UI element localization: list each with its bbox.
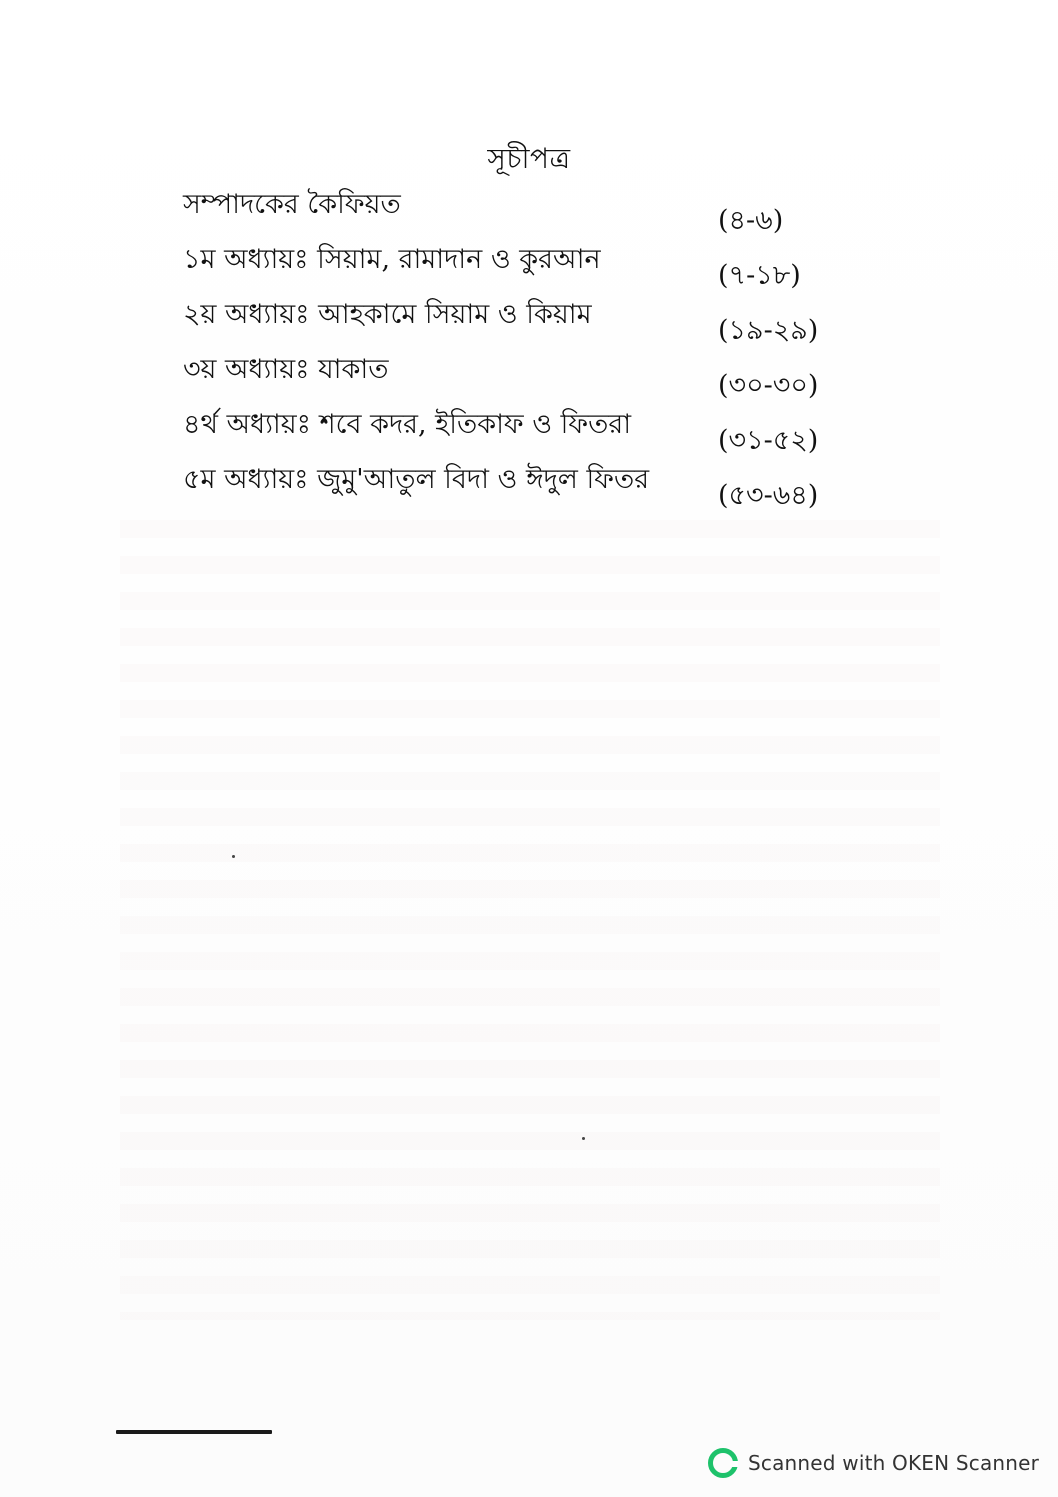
toc-entry-label: ১ম অধ্যায়ঃ সিয়াম, রামাদান ও কুরআন <box>183 244 601 275</box>
toc-entry-label: ৫ম অধ্যায়ঃ জুমু'আতুল বিদা ও ঈদুল ফিতর <box>183 464 650 495</box>
toc-entry-pages: (৩০-৩০) <box>718 370 819 401</box>
scan-speck <box>582 1137 585 1140</box>
toc-entry <box>183 235 843 290</box>
toc-list <box>183 180 843 510</box>
toc-entry <box>183 400 843 455</box>
toc-entry-pages: (৭-১৮) <box>718 260 801 291</box>
toc-entry-label: ৪র্থ অধ্যায়ঃ শবে কদর, ইতিকাফ ও ফিতরা <box>183 409 632 440</box>
bleed-through-texture <box>120 520 940 1320</box>
toc-entry-pages: (৩১-৫২) <box>718 425 819 456</box>
toc-entry-pages: (৫৩-৬৪) <box>718 480 819 511</box>
toc-entry-label: সম্পাদকের কৈফিয়ত <box>183 189 401 220</box>
bottom-rule <box>116 1430 272 1434</box>
toc-entry <box>183 345 843 400</box>
toc-entry-label: ৩য় অধ্যায়ঃ যাকাত <box>183 354 389 385</box>
scanner-watermark <box>708 1444 1039 1482</box>
scan-speck <box>232 855 235 858</box>
toc-entry <box>183 290 843 345</box>
toc-entry-pages: (৪-৬) <box>718 205 784 236</box>
oken-scanner-logo-icon <box>708 1448 738 1478</box>
toc-entry <box>183 180 843 235</box>
toc-entry-label: ২য় অধ্যায়ঃ আহকামে সিয়াম ও কিয়াম <box>183 299 592 330</box>
toc-entry-pages: (১৯-২৯) <box>718 315 819 346</box>
toc-title: সূচীপত্র <box>487 142 571 175</box>
toc-entry <box>183 455 843 510</box>
scanner-watermark-text: Scanned with OKEN Scanner <box>748 1451 1040 1475</box>
